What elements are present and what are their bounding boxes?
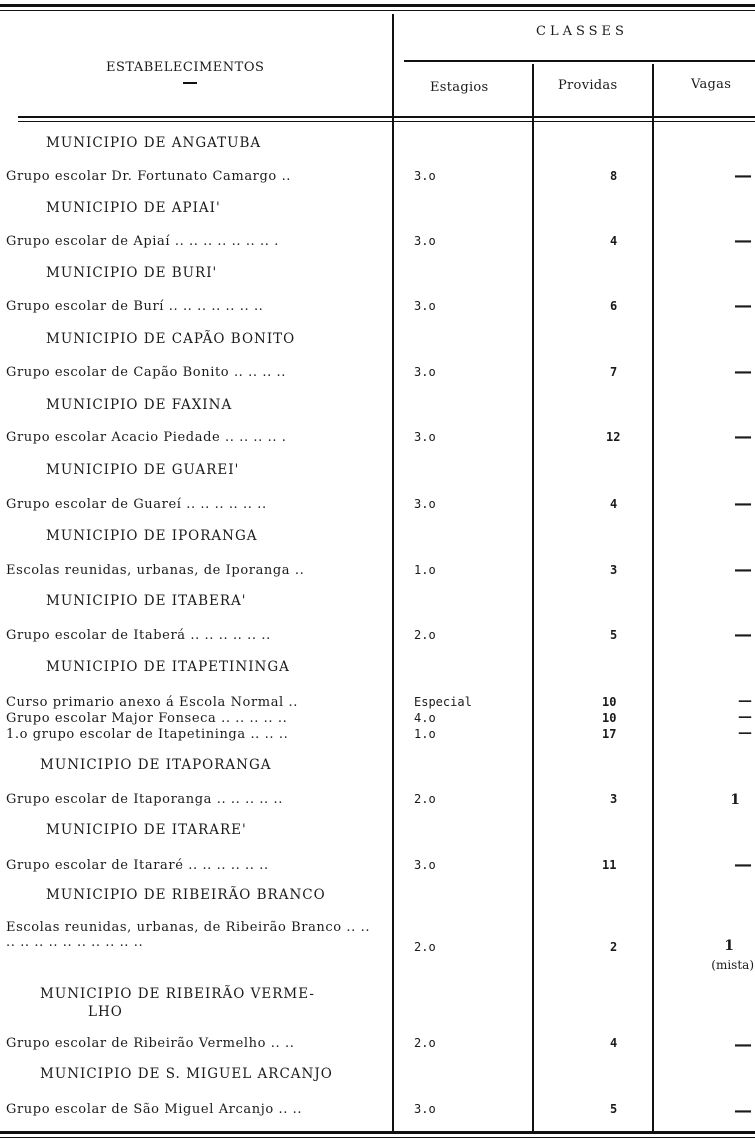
header-bottom-rule (18, 116, 755, 118)
municipio-heading: MUNICIPIO DE GUAREI' (46, 462, 240, 478)
municipio-heading: MUNICIPIO DE S. MIGUEL ARCANJO (40, 1066, 333, 1082)
column-divider-estagios (532, 64, 534, 1134)
header-classes: CLASSES (536, 24, 628, 39)
row-providas: 12 (606, 430, 621, 444)
column-divider-estab (392, 14, 394, 1134)
row-vagas: — (734, 493, 752, 514)
row-estabelecimento: 1.o grupo escolar de Itapetininga .. .. .. (6, 727, 289, 742)
row-estabelecimento: Grupo escolar de Burí .. .. .. .. .. .. .. (6, 299, 264, 314)
top-rule-thin (0, 10, 755, 11)
row-vagas: — (734, 426, 752, 447)
row-vagas: — (738, 709, 752, 725)
row-providas: 3 (610, 792, 618, 806)
municipio-heading: MUNICIPIO DE ITARARE' (46, 822, 247, 838)
row-vagas: 1 (724, 938, 734, 954)
row-estabelecimento: Grupo escolar de Itararé .. .. .. .. .. .. (6, 858, 269, 873)
municipio-heading: MUNICIPIO DE ITAPETININGA (46, 659, 290, 675)
header-estagios: Estagios (430, 80, 489, 95)
row-vagas: — (734, 559, 752, 580)
row-providas: 7 (610, 365, 618, 379)
row-providas: 17 (602, 727, 617, 741)
row-vagas: — (738, 725, 752, 741)
row-estagio: 3.o (414, 169, 436, 183)
municipio-heading: MUNICIPIO DE ANGATUBA (46, 135, 262, 151)
municipio-heading: MUNICIPIO DE APIAI' (46, 200, 221, 216)
bottom-rule-thin (0, 1137, 755, 1138)
row-providas: 6 (610, 299, 618, 313)
row-estabelecimento: Grupo escolar Acacio Piedade .. .. .. .. . (6, 430, 287, 445)
row-estagio: Especial (414, 695, 472, 709)
municipio-heading-line1: MUNICIPIO DE RIBEIRÃO VERME- (40, 986, 315, 1002)
row-estabelecimento: Escolas reunidas, urbanas, de Iporanga .. (6, 563, 305, 578)
row-estagio: 3.o (414, 299, 436, 313)
row-providas: 10 (602, 695, 617, 709)
row-vagas: 1 (730, 792, 740, 808)
header-estabelecimentos: ESTABELECIMENTOS (106, 60, 265, 75)
row-estagio: 1.o (414, 727, 436, 741)
row-estagio: 1.o (414, 563, 436, 577)
header-classes-rule (404, 60, 755, 62)
row-providas: 4 (610, 497, 618, 511)
row-estagio: 3.o (414, 497, 436, 511)
municipio-heading: MUNICIPIO DE ITAPORANGA (40, 757, 272, 773)
row-vagas: — (734, 165, 752, 186)
row-estagio: 2.o (414, 628, 436, 642)
header-providas: Providas (558, 78, 618, 93)
row-estabelecimento: Grupo escolar Major Fonseca .. .. .. .. .. (6, 711, 288, 726)
row-vagas: — (734, 624, 752, 645)
row-estagio: 3.o (414, 234, 436, 248)
header-vagas: Vagas (691, 77, 732, 92)
header-bottom-rule-2 (18, 121, 755, 122)
row-estabelecimento: Grupo escolar de Itaberá .. .. .. .. .. .. (6, 628, 271, 643)
row-estabelecimento: Grupo escolar de Ribeirão Vermelho .. .. (6, 1036, 295, 1051)
row-vagas: — (734, 230, 752, 251)
row-estabelecimento: Escolas reunidas, urbanas, de Ribeirão Branco .. .. .. .. .. .. .. .. .. .. .. .. (6, 920, 371, 950)
row-estagio: 2.o (414, 792, 436, 806)
row-providas: 10 (602, 711, 617, 725)
row-estagio: 3.o (414, 858, 436, 872)
municipio-heading (40, 985, 315, 1021)
row-providas: 8 (610, 169, 618, 183)
row-estabelecimento: Grupo escolar de Capão Bonito .. .. .. .. (6, 365, 287, 380)
row-estabelecimento: Curso primario anexo á Escola Normal .. (6, 695, 299, 710)
row-providas: 5 (610, 1102, 618, 1116)
bottom-rule (0, 1131, 755, 1134)
row-providas: 2 (610, 940, 618, 954)
municipio-heading: MUNICIPIO DE ITABERA' (46, 593, 247, 609)
row-vagas-note: (mista) (711, 958, 754, 972)
municipio-heading-line2: LHO (88, 1004, 123, 1020)
row-estabelecimento: Grupo escolar de Apiaí .. .. .. .. .. .. .. . (6, 234, 279, 249)
municipio-heading: MUNICIPIO DE BURI' (46, 265, 218, 281)
municipio-heading: MUNICIPIO DE CAPÃO BONITO (46, 331, 296, 347)
row-estabelecimento: Grupo escolar Dr. Fortunato Camargo .. (6, 169, 292, 184)
row-estabelecimento: Grupo escolar de São Miguel Arcanjo .. .. (6, 1102, 303, 1117)
row-estagio: 3.o (414, 1102, 436, 1116)
municipio-heading: MUNICIPIO DE RIBEIRÃO BRANCO (46, 887, 326, 903)
row-estagio: 2.o (414, 940, 436, 954)
municipio-heading: MUNICIPIO DE FAXINA (46, 397, 233, 413)
row-vagas: — (734, 361, 752, 382)
row-vagas: — (734, 854, 752, 875)
row-estabelecimento: Grupo escolar de Itaporanga .. .. .. .. .. (6, 792, 283, 807)
row-estagio: 4.o (414, 711, 436, 725)
header-underline (183, 82, 197, 84)
row-vagas: — (734, 1100, 752, 1121)
top-rule (0, 4, 755, 7)
row-providas: 3 (610, 563, 618, 577)
row-estagio: 2.o (414, 1036, 436, 1050)
row-vagas: — (734, 1034, 752, 1055)
column-divider-providas (652, 64, 654, 1134)
row-estagio: 3.o (414, 430, 436, 444)
row-estagio: 3.o (414, 365, 436, 379)
row-estabelecimento: Grupo escolar de Guareí .. .. .. .. .. .. (6, 497, 267, 512)
row-providas: 11 (602, 858, 617, 872)
row-providas: 4 (610, 1036, 618, 1050)
row-vagas: — (734, 295, 752, 316)
row-vagas: — (738, 693, 752, 709)
municipio-heading: MUNICIPIO DE IPORANGA (46, 528, 258, 544)
row-providas: 5 (610, 628, 618, 642)
row-providas: 4 (610, 234, 618, 248)
